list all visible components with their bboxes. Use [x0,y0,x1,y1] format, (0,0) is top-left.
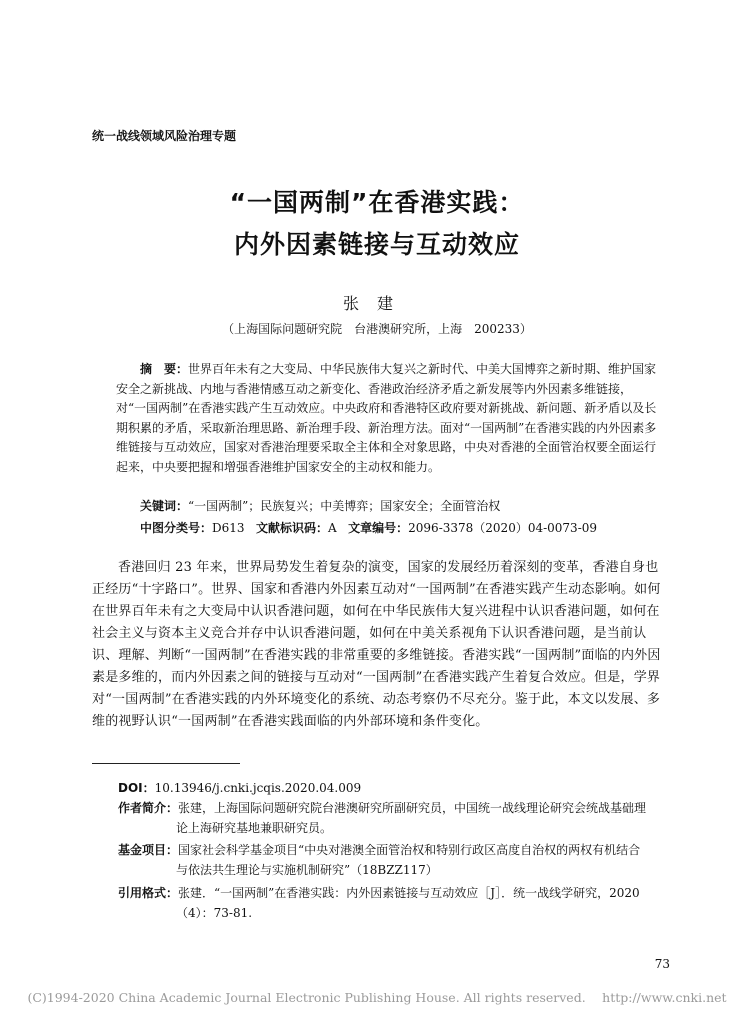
citation-line-2: （4）：73-81. [176,906,253,920]
fund-line-2: 与依法共生理论与实施机制研究”（18BZZ117） [176,863,438,877]
copyright-watermark: (C)1994-2020 China Academic Journal Electronic Publishing House. All rights reserved. http://www.cnki.net [27,990,727,1005]
body-paragraph: 香港回归 23 年来，世界局势发生着复杂的演变，国家的发展经历着深刻的变革，香港自身也正经历“十字路口”。世界、国家和香港内外因素互动对“一国两制”在香港实践产生动态影响。如何在世界百年未有之大变局中认识香港问题，如何在中华民族伟大复兴进程中认识香港问题，如何在社会主义与资本主义竞合并存中认识香港问题，如何在中美关系视角下认识香港问题，是当前认识、理解、判断“一国两制”在香港实践的非常重要的多维链接。香港实践“一国两制”面临的内外因素是多维的，而内外因素之间的链接与互动对“一国两制”在香港实践产生着复合效应。但是，学界对“一国两制”在香港实践的内外环境变化的系统、动态考察仍不尽充分。鉴于此，本文以发展、多维的视野认识“一国两制”在香港实践面临的内外部环境和条件变化。 [92,560,661,729]
citation-label: 引用格式： [118,886,179,900]
classification-line [140,519,597,536]
footnote-doi [118,778,678,798]
fund-label: 基金项目： [118,843,179,857]
footnote-author [118,798,678,838]
article-number-label: 文章编号： [348,521,409,535]
doi-value: 10.13946/j.cnki.jcqis.2020.04.009 [154,781,362,795]
doc-code-label: 文献标识码： [256,521,329,535]
doc-code-value: A [328,521,337,535]
page-number: 73 [654,957,670,971]
doi-label: DOI： [118,781,155,795]
author-affiliation: （上海国际问题研究院 台港澳研究所，上海 200233） [222,322,532,336]
abstract [116,360,660,478]
author-bio-line-2: 论上海研究基地兼职研究员。 [176,821,333,835]
clc-label: 中图分类号： [140,521,213,535]
title-line-1: “一国两制”在香港实践： [229,188,525,217]
author-bio-line-1: 张建，上海国际问题研究院台港澳研究所副研究员，中国统一战线理论研究会统战基础理 [178,801,647,815]
keywords-label: 关键词： [140,499,189,513]
author-bio-label: 作者简介： [118,801,179,815]
footnote-citation [118,883,678,923]
abstract-text: 世界百年未有之大变局、中华民族伟大复兴之新时代、中美大国博弈之新时期、维护国家安全之新挑战、内地与香港情感互动之新变化、香港政治经济矛盾之新发展等内外因素多维链接，对“一国两制”在香港实践产生互动效应。中央政府和香港特区政府要对新挑战、新问题、新矛盾以及长期积累的矛盾，采取新治理思路、新治理手段、新治理方法。面对“一国两制”在香港实践的内外因素多维链接与互动效应，国家对香港治理要采取全主体和全对象思路，中央对香港的全面管治权要全面运行起来，中央要把握和增强香港维护国家安全的主动权和能力。 [116,362,657,474]
abstract-label: 摘 要： [140,362,189,376]
article-number-value: 2096-3378（2020）04-0073-09 [408,521,598,535]
citation-line-1: 张建．“一国两制”在香港实践：内外因素链接与互动效应［J］．统一战线学研究，2020 [178,886,640,900]
keywords [140,497,500,514]
footnote-fund [118,840,678,880]
author-name: 张建 [342,294,411,313]
clc-value: D613 [212,521,245,535]
keywords-text: “一国两制”；民族复兴；中美博弈；国家安全；全面管治权 [188,499,501,513]
title-line-2: 内外因素链接与互动效应 [233,230,520,259]
fund-line-1: 国家社会科学基金项目“中央对港澳全面管治权和特别行政区高度自治权的两权有机结合 [178,843,641,857]
footnote-divider [92,763,240,764]
section-label: 统一战线领域风险治理专题 [92,129,237,143]
